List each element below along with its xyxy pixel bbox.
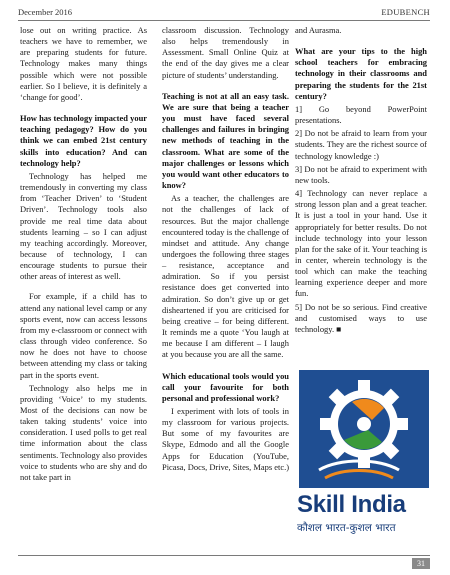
tip-item: 1] Go beyond PowerPoint presentations. — [295, 103, 427, 126]
interview-question: Teaching is not at all an easy task. We are sure that being a teacher you must have faced several challenges and failures in bringing new methods of teaching in the classroom. What are some of the major challenges or lessons which you would want other educators to know? — [162, 90, 289, 191]
tip-item: 2] Do not be afraid to learn from your students. They are the richest source of technology knowledge :) — [295, 128, 427, 161]
paragraph: Technology has helped me tremendously in converting my class from ‘Teacher Driven’ to ‘Student Driven’. Technology tools also provide me real time data about students learning – so I can adjust my teaching accordingly. Moreover, because of technology, I can encourage students to pursue their other areas of interest as well. — [20, 170, 147, 282]
paragraph: For example, if a child has to attend any national level camp or any sports event, now can access lessons from my e-classroom or connect with class through video conference. So now he does not have to choose between attending my class or taking part in the sports event. — [20, 291, 147, 380]
paragraph: classroom discussion. Technology also helps tremendously in Assessment. Small Online Quiz at the end of the day gives me a clear picture of students’ understanding. — [162, 25, 289, 80]
publication-name: EDUBENCH — [381, 7, 430, 17]
paragraph: and Aurasma. — [295, 25, 342, 35]
footer-divider — [18, 555, 430, 556]
skill-india-tagline: कौशल भारत-कुशल भारत — [297, 522, 396, 534]
paragraph: As a teacher, the challenges are not the challenges of lack of resources. But the major challenge encountered today is the challenge of mindset and attitude. Any change undergoes the following three stages – resistance, acceptance and admiration. So if you persist resistance does get converted into admiration. So don’t give up or get disheartened if you are criticised for being creative – for being different. It reminds me a quote ‘You laugh at me because I am different – I laugh at you because you are all the same. — [162, 193, 289, 360]
page-header — [18, 4, 430, 21]
gear-icon — [299, 370, 429, 488]
tip-item: 3] Do not be afraid to experiment with new tools. — [295, 163, 427, 185]
interview-question: How has technology impacted your teaching pedagogy? How do you think we can embed 21st century skills into education? And can technology help? — [20, 113, 147, 168]
text-column-3 — [295, 25, 427, 337]
issue-date: December 2016 — [18, 7, 73, 17]
paragraph: lose out on writing practice. As teachers we have to remember, we are preparing students for future. Technology makes many things possible which were not possible earlier. So I believe, it is definitely a ‘change for good’. — [20, 25, 147, 102]
skill-india-logo — [293, 370, 433, 540]
paragraph: I experiment with lots of tools in my classroom for various projects. But some of my favourites are Skype, Edmodo and all the Google Apps for Education (YouTube, Picasa, Docs, Drive, Sites, Maps etc.) — [162, 406, 290, 472]
skill-india-title: Skill India — [297, 491, 406, 518]
interview-question: What are your tips to the high school teachers for embracing technology in their classrooms and preparing the students for the 21st century? — [295, 46, 427, 101]
text-column-1 — [20, 25, 147, 485]
paragraph: Technology also helps me in providing ‘Voice’ to my students. Most of the decisions can now be taken taking students’ voice into consideration. I used polls to get real time information about the class sentiments. Technology also provides voice to students who are shy and do not take part in — [20, 382, 147, 482]
logo-emblem — [299, 370, 429, 488]
text-column-2 — [162, 25, 289, 475]
page-number: 31 — [412, 558, 430, 569]
tip-item: 4] Technology can never replace a strong lesson plan and a great teacher. It is just a tool in your hand. Use it appropriately for better results. Do not include technology into your lesson plan for the sake of it. Your teaching is in center, wherein technology is the tool which can make the teaching learning experience deeper and more fun. — [295, 188, 427, 299]
tip-item: 5] Do not be so serious. Find creative and customised ways to use technology. ■ — [295, 301, 427, 334]
interview-question: Which educational tools would you call your favourite for both personal and professional work? — [162, 370, 289, 403]
